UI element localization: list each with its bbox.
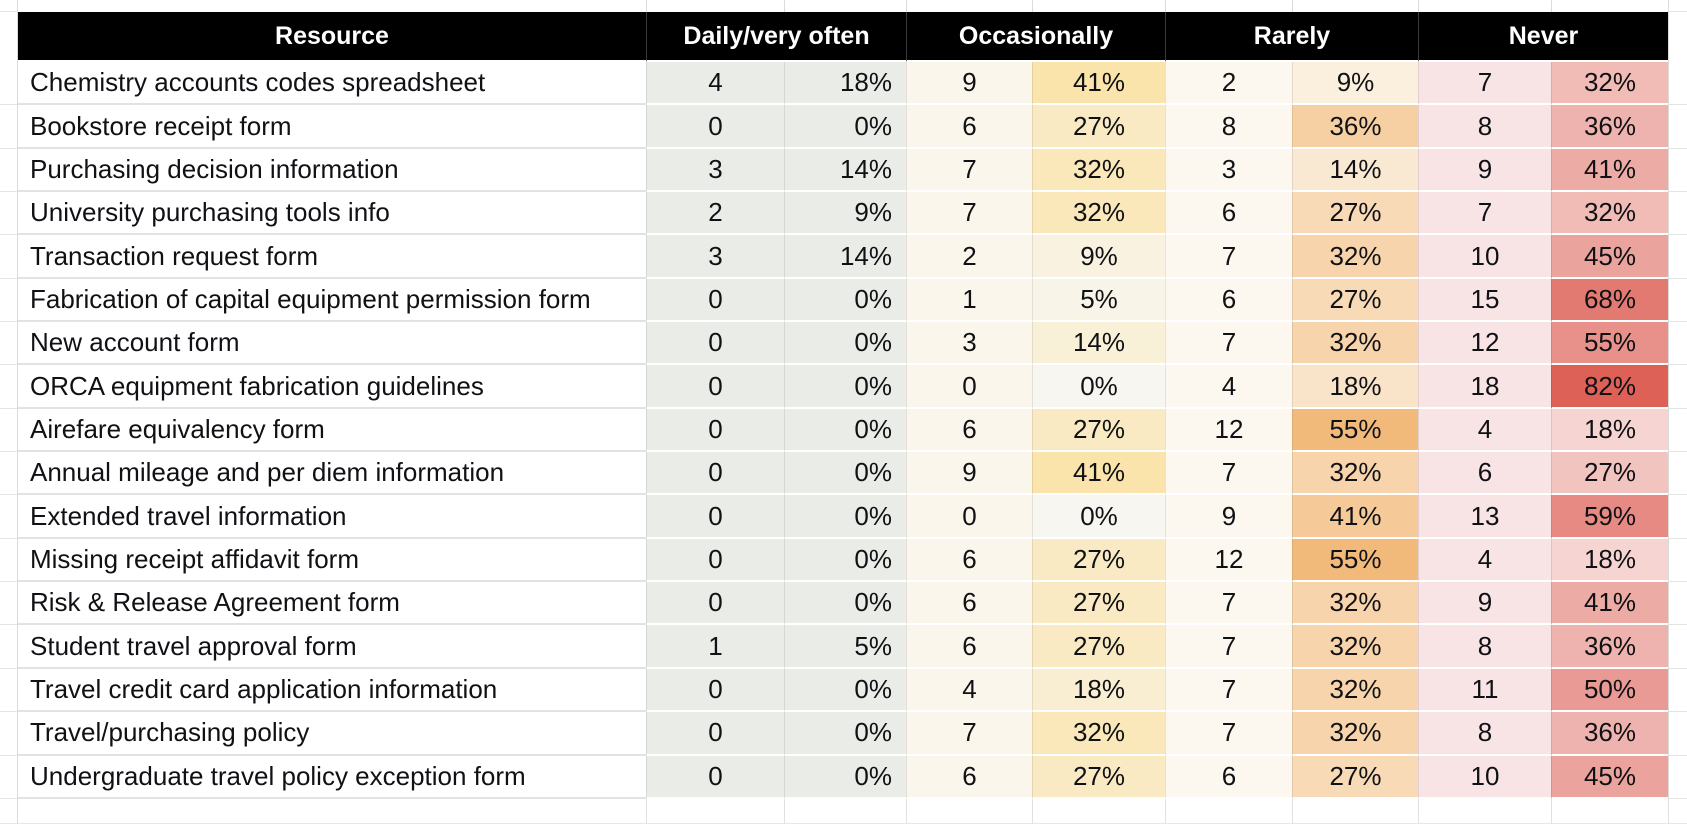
- left-margin: [0, 322, 18, 365]
- left-margin: [0, 452, 18, 495]
- right-margin: [1668, 105, 1687, 148]
- resource-cell[interactable]: Chemistry accounts codes spreadsheet: [18, 62, 646, 105]
- top-margin-gridline: [1292, 0, 1418, 12]
- column-header-resource[interactable]: Resource: [18, 12, 646, 62]
- occasionally-percent-cell[interactable]: 27%: [1032, 756, 1165, 799]
- rarely-count-cell[interactable]: 12: [1165, 539, 1292, 582]
- daily-count-cell[interactable]: 0: [646, 365, 784, 408]
- occasionally-percent-cell[interactable]: 32%: [1032, 712, 1165, 755]
- never-count-cell[interactable]: 15: [1418, 279, 1551, 322]
- never-percent-cell[interactable]: 36%: [1551, 105, 1668, 148]
- resource-cell[interactable]: Transaction request form: [18, 235, 646, 278]
- bottom-left-margin: [0, 799, 18, 824]
- daily-count-cell[interactable]: 1: [646, 625, 784, 668]
- occasionally-count-cell[interactable]: 7: [906, 192, 1032, 235]
- never-percent-cell[interactable]: 59%: [1551, 495, 1668, 538]
- left-margin: [0, 105, 18, 148]
- rarely-count-cell[interactable]: 4: [1165, 365, 1292, 408]
- daily-count-cell[interactable]: 0: [646, 452, 784, 495]
- bottom-right-margin: [1668, 799, 1687, 824]
- rarely-percent-cell[interactable]: 55%: [1292, 539, 1418, 582]
- rarely-percent-cell[interactable]: 27%: [1292, 279, 1418, 322]
- left-margin: [0, 495, 18, 538]
- never-count-cell[interactable]: 13: [1418, 495, 1551, 538]
- occasionally-percent-cell[interactable]: 18%: [1032, 669, 1165, 712]
- never-percent-cell[interactable]: 18%: [1551, 539, 1668, 582]
- left-margin: [0, 62, 18, 105]
- occasionally-count-cell[interactable]: 6: [906, 582, 1032, 625]
- daily-count-cell[interactable]: 0: [646, 322, 784, 365]
- daily-percent-cell[interactable]: 0%: [784, 495, 906, 538]
- resource-cell[interactable]: Risk & Release Agreement form: [18, 582, 646, 625]
- occasionally-count-cell[interactable]: 0: [906, 365, 1032, 408]
- never-count-cell[interactable]: 8: [1418, 625, 1551, 668]
- occasionally-percent-cell[interactable]: 41%: [1032, 62, 1165, 105]
- occasionally-percent-cell[interactable]: 32%: [1032, 149, 1165, 192]
- occasionally-count-cell[interactable]: 6: [906, 625, 1032, 668]
- right-margin: [1668, 192, 1687, 235]
- header-right-margin: [1668, 12, 1687, 62]
- daily-percent-cell[interactable]: 0%: [784, 365, 906, 408]
- daily-count-cell[interactable]: 0: [646, 409, 784, 452]
- column-group-header-daily[interactable]: Daily/very often: [646, 12, 906, 62]
- right-margin: [1668, 235, 1687, 278]
- rarely-count-cell[interactable]: 2: [1165, 62, 1292, 105]
- daily-percent-cell[interactable]: 9%: [784, 192, 906, 235]
- never-count-cell[interactable]: 4: [1418, 409, 1551, 452]
- daily-count-cell[interactable]: 0: [646, 495, 784, 538]
- never-percent-cell[interactable]: 41%: [1551, 582, 1668, 625]
- never-percent-cell[interactable]: 32%: [1551, 62, 1668, 105]
- daily-percent-cell[interactable]: 0%: [784, 582, 906, 625]
- rarely-percent-cell[interactable]: 9%: [1292, 62, 1418, 105]
- daily-percent-cell[interactable]: 0%: [784, 756, 906, 799]
- resource-cell[interactable]: University purchasing tools info: [18, 192, 646, 235]
- rarely-percent-cell[interactable]: 32%: [1292, 582, 1418, 625]
- right-margin: [1668, 582, 1687, 625]
- resource-cell[interactable]: Airefare equivalency form: [18, 409, 646, 452]
- rarely-count-cell[interactable]: 8: [1165, 105, 1292, 148]
- resource-cell[interactable]: Fabrication of capital equipment permission form: [18, 279, 646, 322]
- bottom-empty-cell: [784, 799, 906, 824]
- rarely-count-cell[interactable]: 7: [1165, 582, 1292, 625]
- rarely-count-cell[interactable]: 6: [1165, 192, 1292, 235]
- daily-percent-cell[interactable]: 14%: [784, 235, 906, 278]
- resource-cell[interactable]: Missing receipt affidavit form: [18, 539, 646, 582]
- rarely-count-cell[interactable]: 7: [1165, 452, 1292, 495]
- right-margin: [1668, 539, 1687, 582]
- daily-count-cell[interactable]: 0: [646, 712, 784, 755]
- right-margin: [1668, 322, 1687, 365]
- rarely-percent-cell[interactable]: 32%: [1292, 322, 1418, 365]
- never-count-cell[interactable]: 11: [1418, 669, 1551, 712]
- bottom-empty-resource-area: [18, 799, 646, 824]
- left-margin: [0, 756, 18, 799]
- occasionally-count-cell[interactable]: 6: [906, 539, 1032, 582]
- occasionally-percent-cell[interactable]: 27%: [1032, 539, 1165, 582]
- rarely-percent-cell[interactable]: 32%: [1292, 625, 1418, 668]
- resource-cell[interactable]: Purchasing decision information: [18, 149, 646, 192]
- bottom-empty-cell: [1032, 799, 1165, 824]
- resource-cell[interactable]: Travel/purchasing policy: [18, 712, 646, 755]
- occasionally-count-cell[interactable]: 6: [906, 409, 1032, 452]
- resource-cell[interactable]: ORCA equipment fabrication guidelines: [18, 365, 646, 408]
- resource-cell[interactable]: Extended travel information: [18, 495, 646, 538]
- never-count-cell[interactable]: 8: [1418, 712, 1551, 755]
- column-group-header-occasionally[interactable]: Occasionally: [906, 12, 1165, 62]
- resource-cell[interactable]: New account form: [18, 322, 646, 365]
- daily-count-cell[interactable]: 0: [646, 279, 784, 322]
- occasionally-count-cell[interactable]: 2: [906, 235, 1032, 278]
- top-margin-gridline: [1032, 0, 1165, 12]
- never-percent-cell[interactable]: 41%: [1551, 149, 1668, 192]
- right-margin: [1668, 149, 1687, 192]
- rarely-percent-cell[interactable]: 27%: [1292, 756, 1418, 799]
- rarely-count-cell[interactable]: 7: [1165, 235, 1292, 278]
- occasionally-count-cell[interactable]: 9: [906, 62, 1032, 105]
- daily-count-cell[interactable]: 0: [646, 105, 784, 148]
- bottom-empty-cell: [646, 799, 784, 824]
- rarely-count-cell[interactable]: 9: [1165, 495, 1292, 538]
- header-left-margin: [0, 12, 18, 62]
- rarely-count-cell[interactable]: 3: [1165, 149, 1292, 192]
- occasionally-count-cell[interactable]: 0: [906, 495, 1032, 538]
- rarely-percent-cell[interactable]: 36%: [1292, 105, 1418, 148]
- top-right-margin: [1668, 0, 1687, 12]
- never-count-cell[interactable]: 7: [1418, 192, 1551, 235]
- rarely-count-cell[interactable]: 7: [1165, 625, 1292, 668]
- daily-count-cell[interactable]: 0: [646, 539, 784, 582]
- never-percent-cell[interactable]: 50%: [1551, 669, 1668, 712]
- rarely-count-cell[interactable]: 7: [1165, 669, 1292, 712]
- never-count-cell[interactable]: 18: [1418, 365, 1551, 408]
- occasionally-percent-cell[interactable]: 9%: [1032, 235, 1165, 278]
- bottom-empty-cell: [1292, 799, 1418, 824]
- column-group-header-rarely[interactable]: Rarely: [1165, 12, 1418, 62]
- right-margin: [1668, 756, 1687, 799]
- rarely-percent-cell[interactable]: 27%: [1292, 192, 1418, 235]
- right-margin: [1668, 452, 1687, 495]
- left-margin: [0, 539, 18, 582]
- right-margin: [1668, 365, 1687, 408]
- rarely-percent-cell[interactable]: 32%: [1292, 669, 1418, 712]
- daily-percent-cell[interactable]: 0%: [784, 105, 906, 148]
- occasionally-percent-cell[interactable]: 27%: [1032, 582, 1165, 625]
- occasionally-percent-cell[interactable]: 27%: [1032, 625, 1165, 668]
- top-margin-gridline: [1418, 0, 1551, 12]
- occasionally-count-cell[interactable]: 6: [906, 756, 1032, 799]
- left-margin: [0, 192, 18, 235]
- bottom-empty-cell: [1551, 799, 1668, 824]
- left-margin: [0, 409, 18, 452]
- rarely-count-cell[interactable]: 7: [1165, 712, 1292, 755]
- daily-percent-cell[interactable]: 0%: [784, 322, 906, 365]
- occasionally-count-cell[interactable]: 4: [906, 669, 1032, 712]
- occasionally-percent-cell[interactable]: 27%: [1032, 409, 1165, 452]
- daily-count-cell[interactable]: 4: [646, 62, 784, 105]
- bottom-empty-cell: [1418, 799, 1551, 824]
- daily-percent-cell[interactable]: 0%: [784, 409, 906, 452]
- never-percent-cell[interactable]: 36%: [1551, 625, 1668, 668]
- daily-percent-cell[interactable]: 18%: [784, 62, 906, 105]
- resource-cell[interactable]: Undergraduate travel policy exception form: [18, 756, 646, 799]
- rarely-count-cell[interactable]: 6: [1165, 756, 1292, 799]
- never-percent-cell[interactable]: 45%: [1551, 235, 1668, 278]
- top-margin: [18, 0, 646, 12]
- top-left-margin: [0, 0, 18, 12]
- left-margin: [0, 149, 18, 192]
- never-count-cell[interactable]: 4: [1418, 539, 1551, 582]
- occasionally-percent-cell[interactable]: 0%: [1032, 365, 1165, 408]
- occasionally-count-cell[interactable]: 7: [906, 149, 1032, 192]
- top-margin-gridline: [784, 0, 906, 12]
- occasionally-percent-cell[interactable]: 27%: [1032, 105, 1165, 148]
- right-margin: [1668, 495, 1687, 538]
- resource-cell[interactable]: Annual mileage and per diem information: [18, 452, 646, 495]
- resource-cell[interactable]: Student travel approval form: [18, 625, 646, 668]
- never-percent-cell[interactable]: 18%: [1551, 409, 1668, 452]
- right-margin: [1668, 712, 1687, 755]
- right-margin: [1668, 62, 1687, 105]
- daily-percent-cell[interactable]: 0%: [784, 452, 906, 495]
- daily-count-cell[interactable]: 0: [646, 582, 784, 625]
- rarely-percent-cell[interactable]: 55%: [1292, 409, 1418, 452]
- rarely-percent-cell[interactable]: 41%: [1292, 495, 1418, 538]
- never-percent-cell[interactable]: 82%: [1551, 365, 1668, 408]
- never-count-cell[interactable]: 6: [1418, 452, 1551, 495]
- bottom-empty-cell: [906, 799, 1032, 824]
- daily-percent-cell[interactable]: 0%: [784, 712, 906, 755]
- never-percent-cell[interactable]: 32%: [1551, 192, 1668, 235]
- resource-cell[interactable]: Bookstore receipt form: [18, 105, 646, 148]
- never-percent-cell[interactable]: 45%: [1551, 756, 1668, 799]
- resource-cell[interactable]: Travel credit card application information: [18, 669, 646, 712]
- left-margin: [0, 625, 18, 668]
- rarely-count-cell[interactable]: 6: [1165, 279, 1292, 322]
- column-group-header-never[interactable]: Never: [1418, 12, 1668, 62]
- bottom-empty-cell: [1165, 799, 1292, 824]
- daily-percent-cell[interactable]: 0%: [784, 539, 906, 582]
- occasionally-count-cell[interactable]: 6: [906, 105, 1032, 148]
- daily-count-cell[interactable]: 0: [646, 669, 784, 712]
- occasionally-count-cell[interactable]: 3: [906, 322, 1032, 365]
- daily-count-cell[interactable]: 2: [646, 192, 784, 235]
- never-count-cell[interactable]: 10: [1418, 756, 1551, 799]
- right-margin: [1668, 669, 1687, 712]
- rarely-percent-cell[interactable]: 18%: [1292, 365, 1418, 408]
- never-percent-cell[interactable]: 55%: [1551, 322, 1668, 365]
- daily-percent-cell[interactable]: 5%: [784, 625, 906, 668]
- never-count-cell[interactable]: 10: [1418, 235, 1551, 278]
- never-count-cell[interactable]: 9: [1418, 582, 1551, 625]
- left-margin: [0, 712, 18, 755]
- rarely-count-cell[interactable]: 7: [1165, 322, 1292, 365]
- never-count-cell[interactable]: 12: [1418, 322, 1551, 365]
- right-margin: [1668, 409, 1687, 452]
- rarely-percent-cell[interactable]: 32%: [1292, 235, 1418, 278]
- occasionally-percent-cell[interactable]: 14%: [1032, 322, 1165, 365]
- rarely-percent-cell[interactable]: 32%: [1292, 452, 1418, 495]
- top-margin-gridline: [1165, 0, 1292, 12]
- right-margin: [1668, 625, 1687, 668]
- daily-count-cell[interactable]: 3: [646, 149, 784, 192]
- top-margin-gridline: [646, 0, 784, 12]
- occasionally-percent-cell[interactable]: 0%: [1032, 495, 1165, 538]
- daily-percent-cell[interactable]: 14%: [784, 149, 906, 192]
- never-count-cell[interactable]: 9: [1418, 149, 1551, 192]
- occasionally-count-cell[interactable]: 1: [906, 279, 1032, 322]
- occasionally-count-cell[interactable]: 7: [906, 712, 1032, 755]
- daily-count-cell[interactable]: 0: [646, 756, 784, 799]
- never-percent-cell[interactable]: 36%: [1551, 712, 1668, 755]
- left-margin: [0, 582, 18, 625]
- daily-count-cell[interactable]: 3: [646, 235, 784, 278]
- occasionally-count-cell[interactable]: 9: [906, 452, 1032, 495]
- left-margin: [0, 279, 18, 322]
- occasionally-percent-cell[interactable]: 5%: [1032, 279, 1165, 322]
- never-percent-cell[interactable]: 27%: [1551, 452, 1668, 495]
- occasionally-percent-cell[interactable]: 32%: [1032, 192, 1165, 235]
- never-count-cell[interactable]: 7: [1418, 62, 1551, 105]
- left-margin: [0, 669, 18, 712]
- right-margin: [1668, 279, 1687, 322]
- left-margin: [0, 235, 18, 278]
- rarely-count-cell[interactable]: 12: [1165, 409, 1292, 452]
- top-margin-gridline: [1551, 0, 1668, 12]
- daily-percent-cell[interactable]: 0%: [784, 669, 906, 712]
- rarely-percent-cell[interactable]: 32%: [1292, 712, 1418, 755]
- left-margin: [0, 365, 18, 408]
- never-count-cell[interactable]: 8: [1418, 105, 1551, 148]
- daily-percent-cell[interactable]: 0%: [784, 279, 906, 322]
- top-margin-gridline: [906, 0, 1032, 12]
- occasionally-percent-cell[interactable]: 41%: [1032, 452, 1165, 495]
- rarely-percent-cell[interactable]: 14%: [1292, 149, 1418, 192]
- never-percent-cell[interactable]: 68%: [1551, 279, 1668, 322]
